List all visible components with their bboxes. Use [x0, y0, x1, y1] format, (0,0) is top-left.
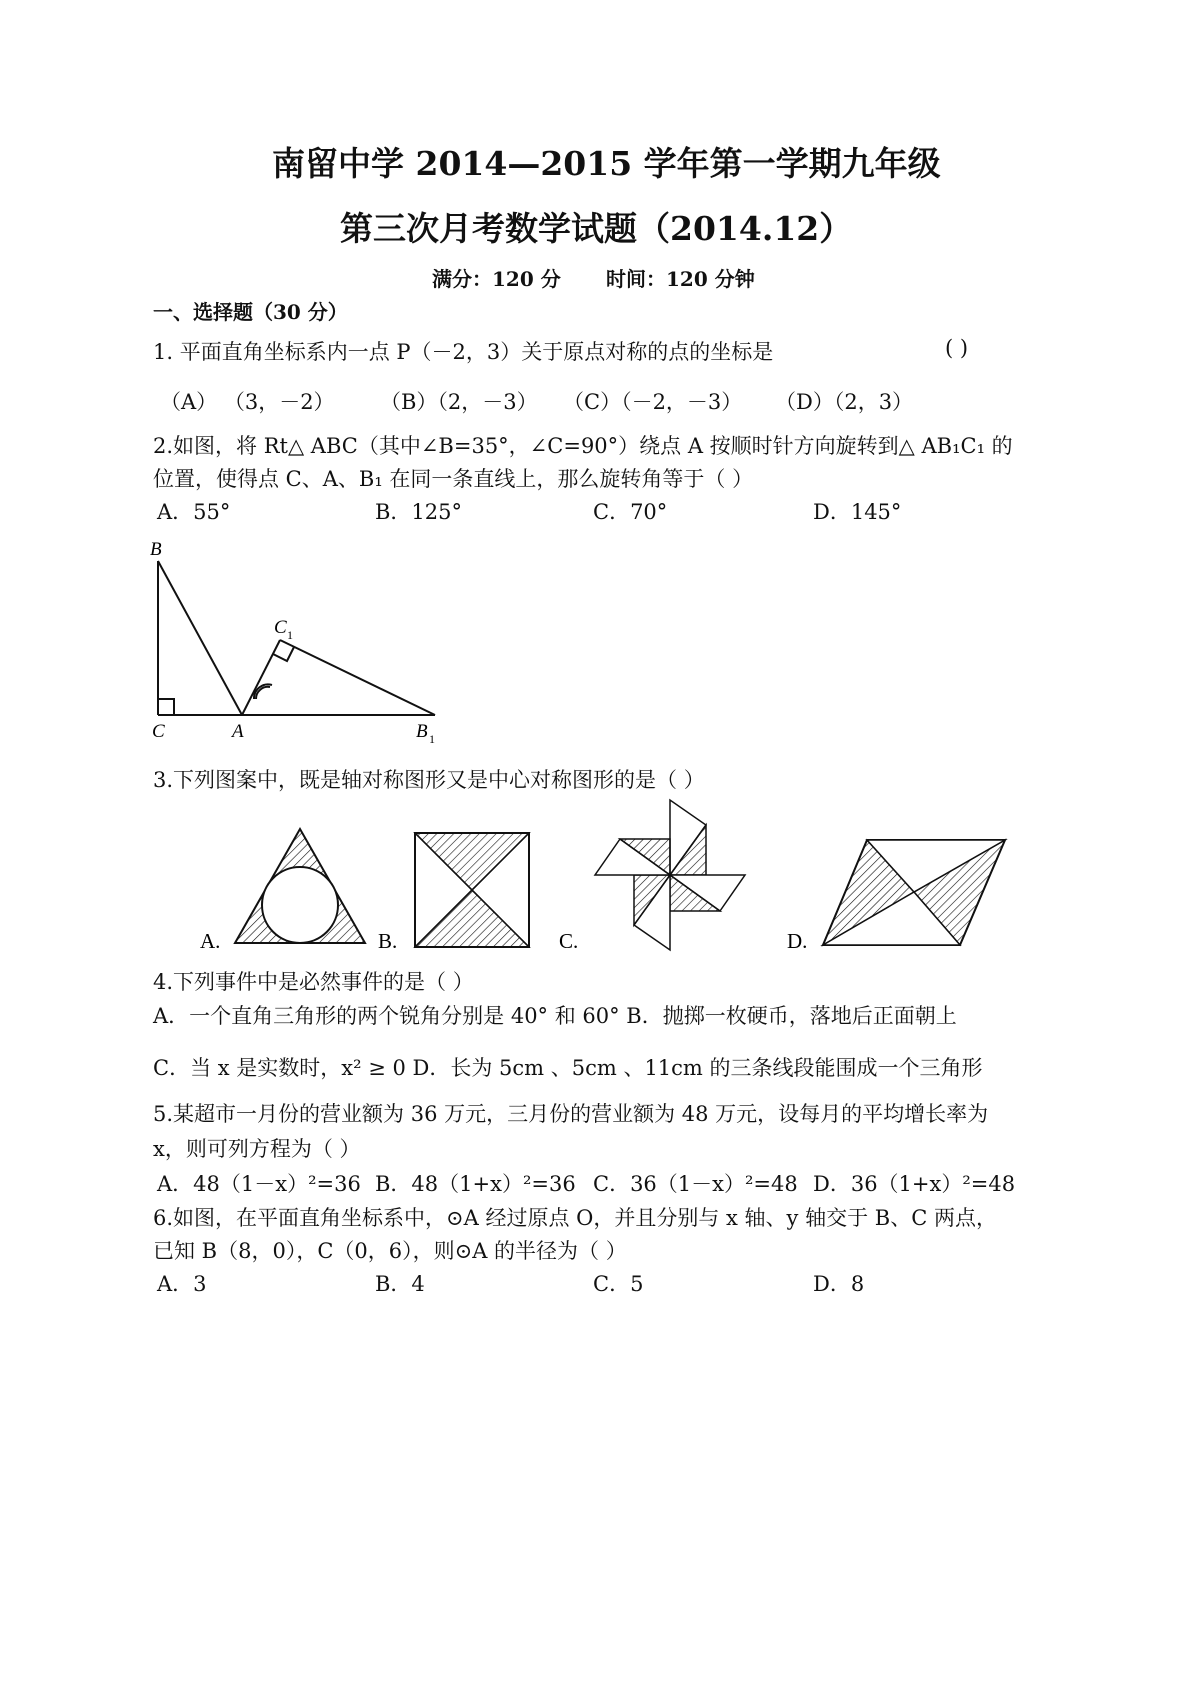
- figure-d-label: D.: [787, 929, 808, 953]
- q2-option-c: C．70°: [593, 500, 668, 524]
- q1-answer-bracket: ( ): [945, 336, 969, 360]
- q2-stem-line-1: 2.如图，将 Rt△ ABC（其中∠B=35°，∠C=90°）绕点 A 按顺时针方向旋转到△ AB₁C₁ 的: [153, 434, 1013, 458]
- vertex-c1-label: C: [274, 617, 287, 638]
- q3-figures: [195, 795, 1095, 955]
- q5-option-d: D．36（1+x）²=48: [813, 1172, 1016, 1196]
- q6-option-d: D．8: [813, 1272, 865, 1296]
- q5-stem-line-2: x，则可列方程为（ ）: [153, 1137, 361, 1161]
- q6-stem-line-2: 已知 B（8，0），C（0，6），则⊙A 的半径为（ ）: [153, 1239, 627, 1263]
- figure-a-label: A.: [200, 929, 221, 953]
- figure-c-label: C.: [559, 929, 579, 953]
- vertex-b1-label: B: [416, 721, 428, 742]
- q5-option-c: C．36（1－x）²=48: [593, 1172, 798, 1196]
- q6-option-a: A．3: [157, 1272, 207, 1296]
- vertex-c1-subscript: 1: [287, 628, 293, 642]
- time-info: 时间：120 分钟: [606, 267, 755, 291]
- vertex-a-label: A: [232, 721, 244, 742]
- vertex-c-label: C: [152, 721, 165, 742]
- q6-option-b: B．4: [375, 1272, 425, 1296]
- vertex-b-label: B: [150, 539, 162, 560]
- figure-b-square-hourglass: [415, 833, 529, 947]
- q1-stem: 1. 平面直角坐标系内一点 P（－2，3）关于原点对称的点的坐标是: [153, 340, 774, 364]
- q2-option-b: B．125°: [375, 500, 463, 524]
- q2-rotation-figure: [150, 535, 450, 745]
- q1-option-b: （B）（2，－3）: [380, 390, 538, 414]
- q5-option-b: B．48（1+x）²=36: [375, 1172, 576, 1196]
- q1-option-a: （A） （3，－2）: [160, 390, 335, 414]
- q5-option-a: A．48（1－x）²=36: [157, 1172, 361, 1196]
- figure-b-label: B.: [378, 929, 398, 953]
- figure-a-triangle-circle: [235, 829, 365, 943]
- vertex-b1-subscript: 1: [429, 732, 435, 745]
- q5-stem-line-1: 5.某超市一月份的营业额为 36 万元，三月份的营业额为 48 万元，设每月的平均增长率为: [153, 1102, 989, 1126]
- title-line-1: 南留中学 2014—2015 学年第一学期九年级: [272, 144, 941, 183]
- q3-stem: 3.下列图案中，既是轴对称图形又是中心对称图形的是（ ）: [153, 768, 705, 792]
- q1-option-c: （C）（－2，－3）: [563, 390, 743, 414]
- q4-options-line-2: C．当 x 是实数时，x² ≥ 0 D．长为 5cm 、5cm 、11cm 的三条线段能围成一个三角形: [153, 1056, 983, 1080]
- score-info: 满分：120 分: [432, 267, 561, 291]
- figure-d-parallelogram: [823, 840, 1005, 945]
- q4-options-line-1: A．一个直角三角形的两个锐角分别是 40° 和 60° B．抛掷一枚硬币，落地后正面朝上: [153, 1004, 957, 1028]
- section-heading: 一、选择题（30 分）: [153, 300, 348, 324]
- title-line-2: 第三次月考数学试题（2014.12）: [340, 209, 853, 248]
- q6-option-c: C．5: [593, 1272, 644, 1296]
- q2-option-a: A．55°: [157, 500, 231, 524]
- q4-stem: 4.下列事件中是必然事件的是（ ）: [153, 970, 474, 994]
- q1-option-d: （D）（2，3）: [775, 390, 914, 414]
- figure-c-pinwheel: [595, 800, 745, 950]
- q2-option-d: D．145°: [813, 500, 902, 524]
- q2-stem-line-2: 位置，使得点 C、A、B₁ 在同一条直线上，那么旋转角等于（ ）: [153, 467, 754, 491]
- q6-stem-line-1: 6.如图，在平面直角坐标系中，⊙A 经过原点 O，并且分别与 x 轴、y 轴交于 B、C 两点，: [153, 1206, 997, 1230]
